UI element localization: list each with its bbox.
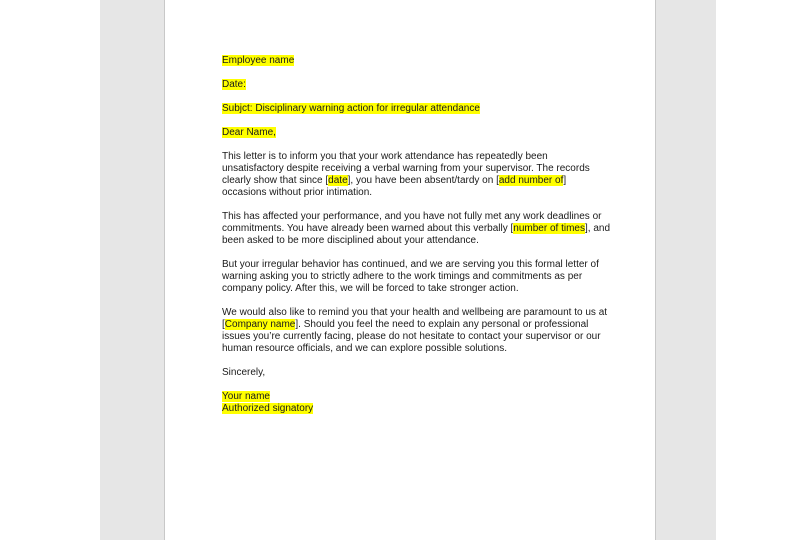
text-run: ]. Should you feel the need to explain any personal or professional [295, 319, 589, 330]
signatory-line [222, 403, 622, 415]
employee-name-placeholder: Employee name [222, 55, 295, 66]
paragraph-line [222, 223, 622, 235]
text-run: clearly show that since [ [222, 175, 329, 186]
count-field-placeholder: add number of [498, 175, 564, 186]
paragraph-2 [222, 211, 622, 247]
company-name-placeholder: Company name [224, 319, 296, 330]
signature-name-line [222, 391, 622, 403]
date-placeholder: Date: [222, 79, 246, 90]
paragraph-line: occasions without prior intimation. [222, 187, 373, 198]
salutation-line [222, 127, 622, 139]
subject-placeholder: Subjct: Disciplinary warning action for irregular attendance [222, 103, 480, 114]
paragraph-line: issues you’re currently facing, please do not hesitate to contact your supervisor or our [222, 331, 601, 342]
paragraph-line: But your irregular behavior has continued, and we are serving you this formal letter of [222, 259, 599, 270]
paragraph-4 [222, 307, 622, 355]
paragraph-1 [222, 151, 622, 199]
text-run: ], you have been absent/tardy on [ [347, 175, 499, 186]
paragraph-line [222, 319, 622, 331]
date-line [222, 79, 622, 91]
letter-body [222, 55, 622, 415]
document-page [164, 0, 656, 540]
paragraph-line [222, 175, 622, 187]
paragraph-line: warning asking you to strictly adhere to the work timings and commitments as per [222, 271, 583, 282]
your-name-placeholder: Your name [222, 391, 270, 402]
paragraph-3 [222, 259, 622, 295]
times-field-placeholder: number of times [513, 223, 585, 234]
text-run: commitments. You have already been warned about this verbally [ [222, 223, 514, 234]
closing-line: Sincerely, [222, 367, 266, 378]
paragraph-line: been asked to be more disciplined about your attendance. [222, 235, 479, 246]
signatory-placeholder: Authorized signatory [222, 403, 314, 414]
text-run: ] [563, 175, 567, 186]
salutation-placeholder: Dear Name, [222, 127, 276, 138]
subject-line [222, 103, 622, 115]
employee-name-line [222, 55, 622, 67]
paragraph-line: unsatisfactory despite receiving a verbal warning from your supervisor. The records [222, 163, 590, 174]
paragraph-line: human resource officials, and we can explore possible solutions. [222, 343, 507, 354]
text-run: [ [222, 319, 225, 330]
paragraph-line: We would also like to remind you that your health and wellbeing are paramount to us at [222, 307, 608, 318]
paragraph-line: This letter is to inform you that your work attendance has repeatedly been [222, 151, 548, 162]
date-field-placeholder: date [328, 175, 348, 186]
paragraph-line: This has affected your performance, and you have not fully met any work deadlines or [222, 211, 602, 222]
text-run: ], and [584, 223, 611, 234]
paragraph-line: company policy. After this, we will be forced to take stronger action. [222, 283, 519, 294]
